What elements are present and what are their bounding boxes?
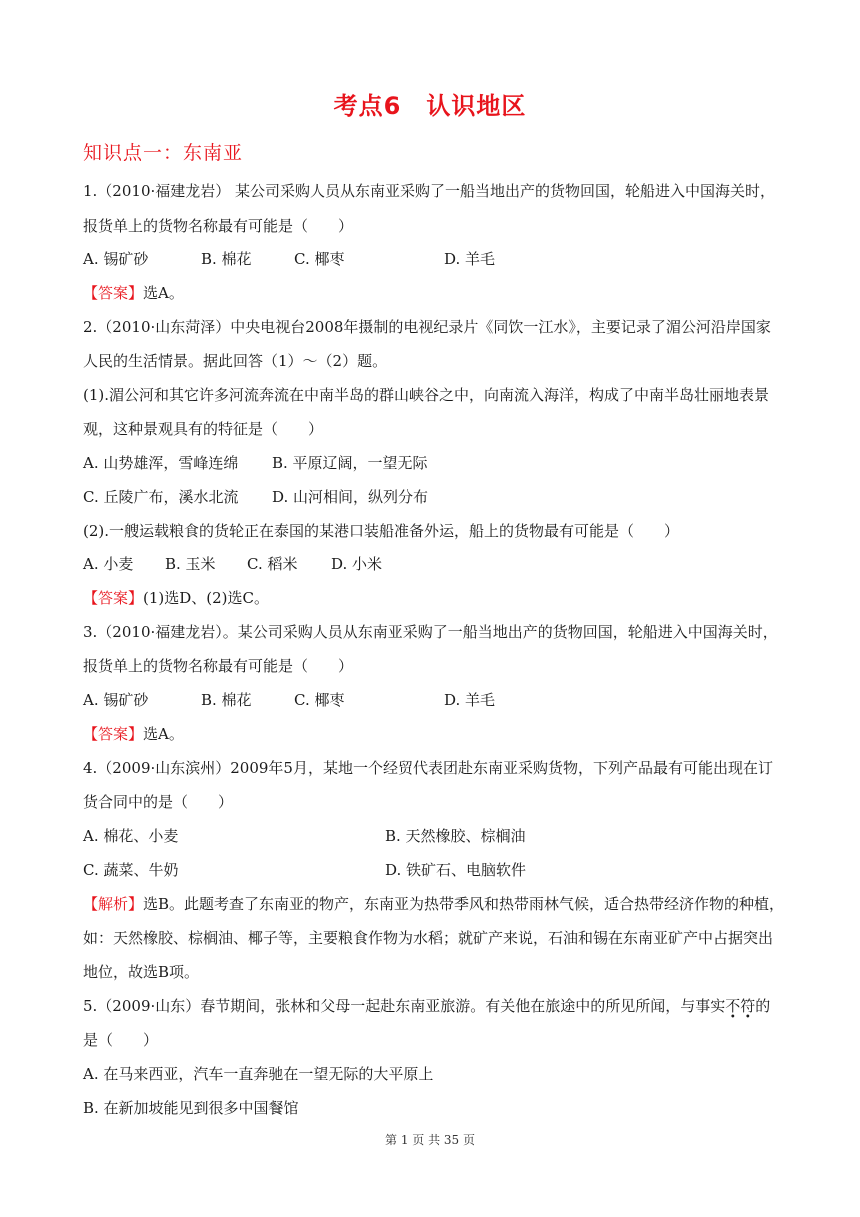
q3-stem-line2: 报货单上的货物名称最有可能是（ ）: [83, 657, 354, 675]
q2-sub1-option-d: D. 山河相间，纵列分布: [272, 488, 429, 506]
q3-option-a: A. 锡矿砂: [83, 691, 149, 709]
q2-sub1-options-row1: [0, 452, 860, 472]
section-heading: 知识点一：东南亚: [83, 142, 244, 164]
q2-sub1-options-row2: [0, 486, 860, 506]
q2-sub1-option-b: B. 平原辽阔，一望无际: [272, 454, 428, 472]
analysis-tag: 【解析】: [83, 895, 144, 913]
q3-option-c: C. 椰枣: [294, 691, 345, 709]
q4-options-row1: [0, 825, 860, 845]
q3-answer: [83, 723, 184, 744]
answer-text: 选A。: [143, 284, 184, 302]
answer-tag: 【答案】: [83, 284, 144, 302]
emphasis-char: 不: [725, 997, 741, 1015]
q2-sub1-line1: (1).湄公河和其它许多河流奔流在中南半岛的群山峡谷之中，向南流入海洋，构成了中南半岛壮丽地表景: [83, 386, 770, 404]
q2-sub2-option-a: A. 小麦: [83, 555, 134, 573]
q2-stem-line1: 2.（2010·山东菏泽）中央电视台2008年摄制的电视纪录片《同饮一江水》，主要记录了湄公河沿岸国家: [83, 318, 771, 336]
q5-stem-text: 5.（2009·山东）春节期间，张林和父母一起赴东南亚旅游。有关他在旅途中的所见所闻，与事实: [83, 997, 726, 1015]
q5-stem-tail: 的: [755, 997, 771, 1015]
q2-stem-line2: 人民的生活情景。据此回答（1）～（2）题。: [83, 352, 388, 370]
q3-option-d: D. 羊毛: [444, 691, 496, 709]
q4-analysis-line2: 如：天然橡胶、棕榈油、椰子等，主要粮食作物为水稻；就矿产来说，石油和锡在东南亚矿产中占据突出: [83, 929, 774, 947]
q2-sub1-option-a: A. 山势雄浑，雪峰连绵: [83, 454, 239, 472]
answer-text: (1)选D、(2)选C。: [143, 589, 270, 607]
q3-stem-line1: 3.（2010·福建龙岩）。某公司采购人员从东南亚采购了一船当地出产的货物回国，轮船进入中国海关时，: [83, 623, 778, 641]
q4-stem-line2: 货合同中的是（ ）: [83, 793, 234, 811]
q3-options: [0, 689, 860, 709]
q2-answer: [83, 587, 269, 608]
analysis-text: 选B。此题考查了东南亚的物产，东南亚为热带季风和热带雨林气候，适合热带经济作物的种植，: [143, 895, 785, 913]
q4-option-c: C. 蔬菜、牛奶: [83, 861, 179, 879]
q4-analysis-line1: [83, 893, 784, 914]
page-title: 考点6 认识地区: [333, 92, 527, 120]
q2-sub1-option-c: C. 丘陵广布，溪水北流: [83, 488, 239, 506]
q1-options: [0, 248, 860, 268]
q1-option-c: C. 椰枣: [294, 250, 345, 268]
q2-sub2-option-b: B. 玉米: [165, 555, 216, 573]
answer-text: 选A。: [143, 725, 184, 743]
q3-option-b: B. 棉花: [201, 691, 252, 709]
q1-stem-line1: 1.（2010·福建龙岩） 某公司采购人员从东南亚采购了一船当地出产的货物回国，轮船进入中国海关时，: [83, 182, 776, 200]
page-footer: 第 1 页 共 35 页: [385, 1133, 475, 1147]
q1-answer: [83, 282, 184, 303]
emphasis-char: 符: [740, 997, 756, 1015]
q2-sub2-options: [0, 553, 860, 573]
q1-stem-line2: 报货单上的货物名称最有可能是（ ）: [83, 217, 354, 235]
q1-option-b: B. 棉花: [201, 250, 252, 268]
q5-stem-line1: [83, 995, 770, 1016]
q2-sub1-line2: 观，这种景观具有的特征是（ ）: [83, 420, 324, 438]
q4-option-d: D. 铁矿石、电脑软件: [385, 861, 527, 879]
q2-sub2-option-d: D. 小米: [331, 555, 383, 573]
q5-option-a: A. 在马来西亚，汽车一直奔驰在一望无际的大平原上: [83, 1065, 434, 1083]
q1-option-a: A. 锡矿砂: [83, 250, 149, 268]
q4-options-row2: [0, 859, 860, 879]
q5-stem-line2: 是（ ）: [83, 1031, 159, 1049]
q2-sub2-line: (2).一艘运载粮食的货轮正在泰国的某港口装船准备外运，船上的货物最有可能是（ ）: [83, 522, 680, 540]
q4-option-b: B. 天然橡胶、棕榈油: [385, 827, 526, 845]
q5-option-b: B. 在新加坡能见到很多中国餐馆: [83, 1099, 299, 1117]
answer-tag: 【答案】: [83, 725, 144, 743]
q2-sub2-option-c: C. 稻米: [247, 555, 298, 573]
q4-stem-line1: 4.（2009·山东滨州）2009年5月，某地一个经贸代表团赴东南亚采购货物，下列产品最有可能出现在订: [83, 759, 773, 777]
q4-analysis-line3: 地位，故选B项。: [83, 963, 200, 981]
q1-option-d: D. 羊毛: [444, 250, 496, 268]
q4-option-a: A. 棉花、小麦: [83, 827, 179, 845]
answer-tag: 【答案】: [83, 589, 144, 607]
